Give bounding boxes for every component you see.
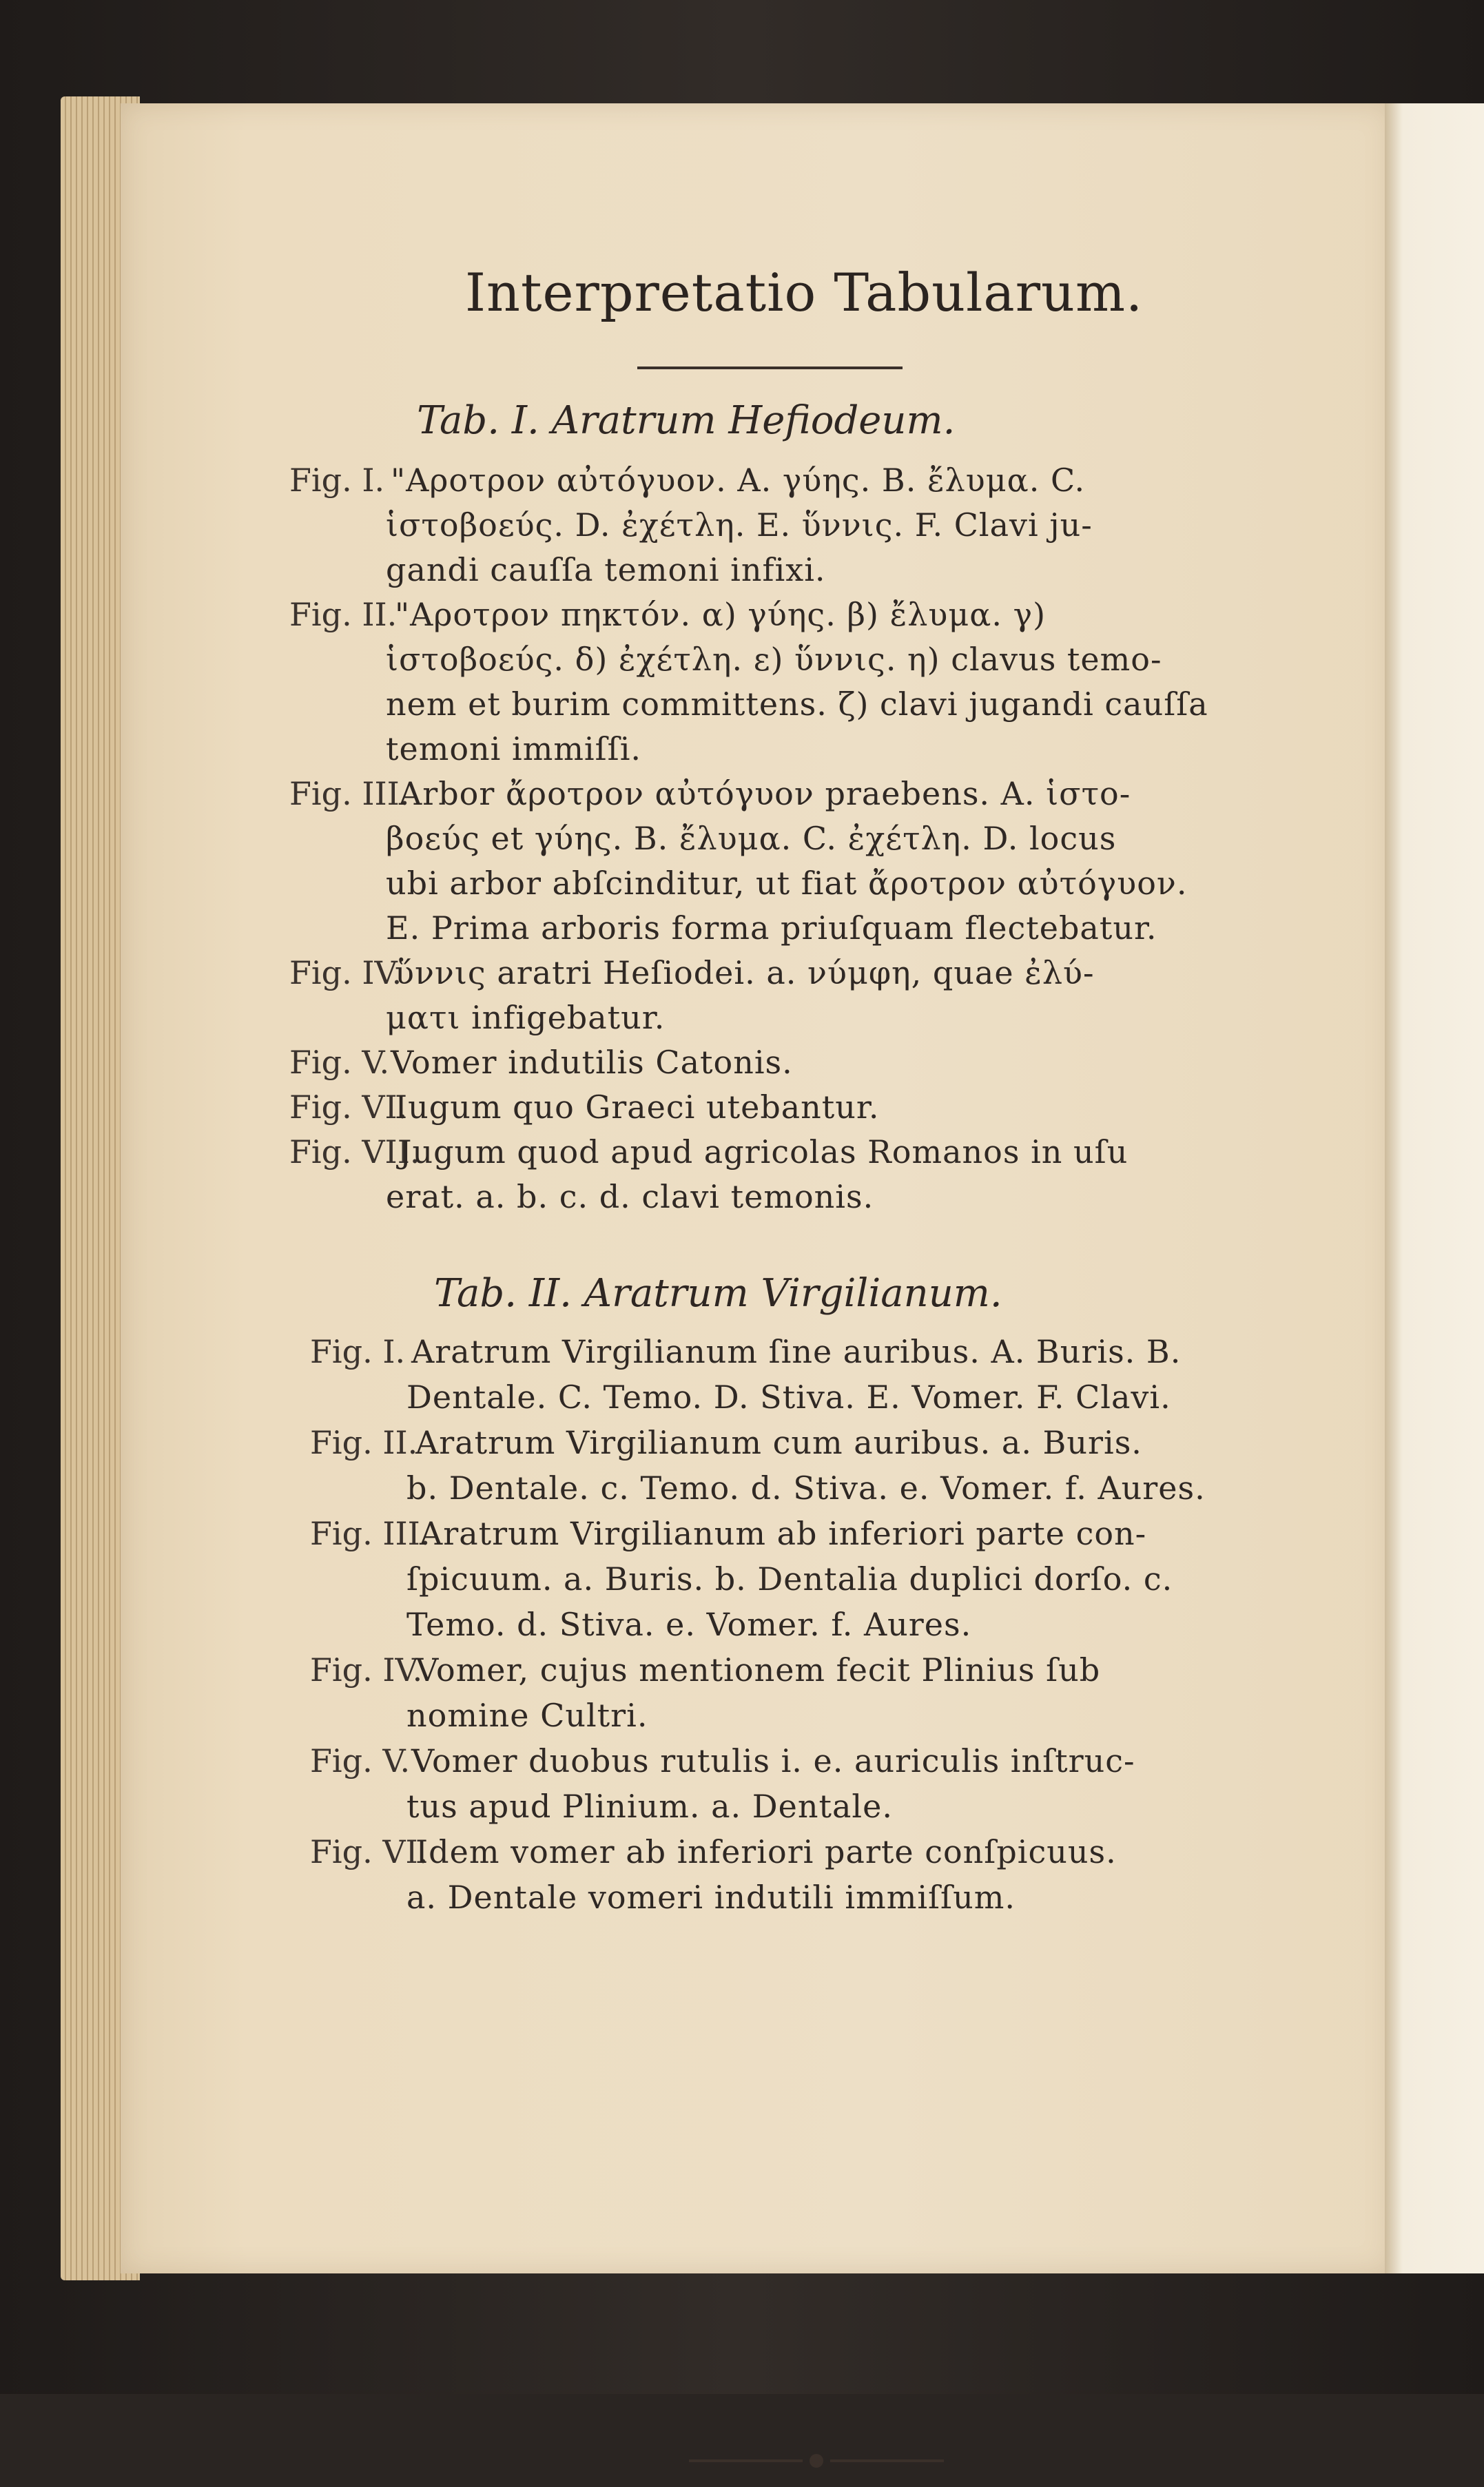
entry-line: ὕννις aratri Heſiodei. a. νύμφη, quae ἐλύ- <box>395 954 1095 991</box>
entry-line: Dentale. C. Temo. D. Stiva. E. Vomer. F. Clavi. <box>406 1379 1171 1416</box>
entry-line: E. Prima arboris forma priuſquam flectebatur. <box>386 909 1157 947</box>
entry-line: Aratrum Virgilianum ab inferiori parte con- <box>420 1515 1147 1552</box>
entry-line: Aratrum Virgilianum cum auribus. a. Buris. <box>415 1424 1142 1461</box>
entry-line: Temo. d. Stiva. e. Vomer. f. Aures. <box>406 1606 972 1643</box>
figure-label: Fig. IV. <box>289 954 402 991</box>
figure-label: Fig. IV. <box>310 1651 423 1689</box>
entry-line: ἱστοβοεύς. D. ἐχέτλη. E. ὕννις. F. Clavi ju- <box>386 506 1093 544</box>
figure-label: Fig. VI. <box>289 1088 408 1126</box>
figure-label: Fig. V. <box>310 1742 411 1779</box>
figure-label: Fig. II. <box>289 596 398 633</box>
figure-label: Fig. V. <box>289 1044 390 1081</box>
heading-rule <box>637 367 903 369</box>
figure-label: Fig. III. <box>289 775 410 812</box>
entry-line: βοεύς et γύης. B. ἔλυμα. C. ἐχέτλη. D. locus <box>386 820 1117 857</box>
entry-line: Vomer, cujus mentionem fecit Plinius ſub <box>415 1651 1101 1689</box>
entry-line: Vomer duobus rutulis i. e. auriculis inſtruc- <box>411 1742 1135 1779</box>
figure-label: Fig. I. <box>310 1333 406 1370</box>
entry-line: Jugum quod apud agricolas Romanos in uſu <box>399 1133 1129 1170</box>
entry-line: temoni immiſſi. <box>386 730 642 767</box>
entry-line: Vomer indutilis Catonis. <box>391 1044 793 1081</box>
entry-line: ἱστοβοεύς. δ) ἐχέτλη. ε) ὕννις. η) clavus temo- <box>386 641 1162 678</box>
tab-2-title: Tab. II. Aratrum Virgilianum. <box>434 1271 1002 1316</box>
entry-line: tus apud Plinium. a. Dentale. <box>406 1788 893 1825</box>
entry-line: ſpicuum. a. Buris. b. Dentalia duplici dorſo. c. <box>406 1560 1173 1598</box>
figure-label: Fig. VI. <box>310 1833 429 1870</box>
entry-line: ubi arbor abſcinditur, ut fiat ἄροτρον αὐτόγυον. <box>386 865 1188 902</box>
entry-line: Arbor ἄροτρον αὐτόγυον praebens. A. ἱστο- <box>399 775 1131 812</box>
figure-label: Fig. III. <box>310 1515 431 1552</box>
entry-line: gandi cauſſa temoni infixi. <box>386 551 826 588</box>
figure-label: Fig. I. <box>289 462 385 499</box>
figure-label: Fig. II. <box>310 1424 418 1461</box>
entry-line: ματι infigebatur. <box>386 999 666 1036</box>
entry-line: Aratrum Virgilianum ſine auribus. A. Buris. B. <box>411 1333 1182 1370</box>
entry-line: erat. a. b. c. d. clavi temonis. <box>386 1178 874 1215</box>
entry-line: "Αροτρον πηκτόν. α) γύης. β) ἔλυμα. γ) <box>395 596 1047 633</box>
entry-line: "Αροτρον αὐτόγυον. A. γύης. B. ἔλυμα. C. <box>391 462 1086 499</box>
entry-line: Idem vomer ab inferiori parte conſpicuus. <box>415 1833 1117 1870</box>
entry-line: nem et burim committens. ζ) clavi jugandi cauſſa <box>386 685 1208 723</box>
facing-page-edge <box>1385 103 1484 2273</box>
end-ornament <box>689 2439 944 2487</box>
entry-line: Iugum quo Graeci utebantur. <box>395 1088 880 1126</box>
page-heading: Interpretatio Tabularum. <box>465 262 1144 323</box>
entry-line: nomine Cultri. <box>406 1697 648 1734</box>
entry-line: a. Dentale vomeri indutili immiſſum. <box>406 1879 1016 1916</box>
tab-1-title: Tab. I. Aratrum Hefiodeum. <box>417 398 956 443</box>
entry-line: b. Dentale. c. Temo. d. Stiva. e. Vomer. f. Aures. <box>406 1469 1206 1507</box>
figure-label: Fig. VII. <box>289 1133 420 1170</box>
